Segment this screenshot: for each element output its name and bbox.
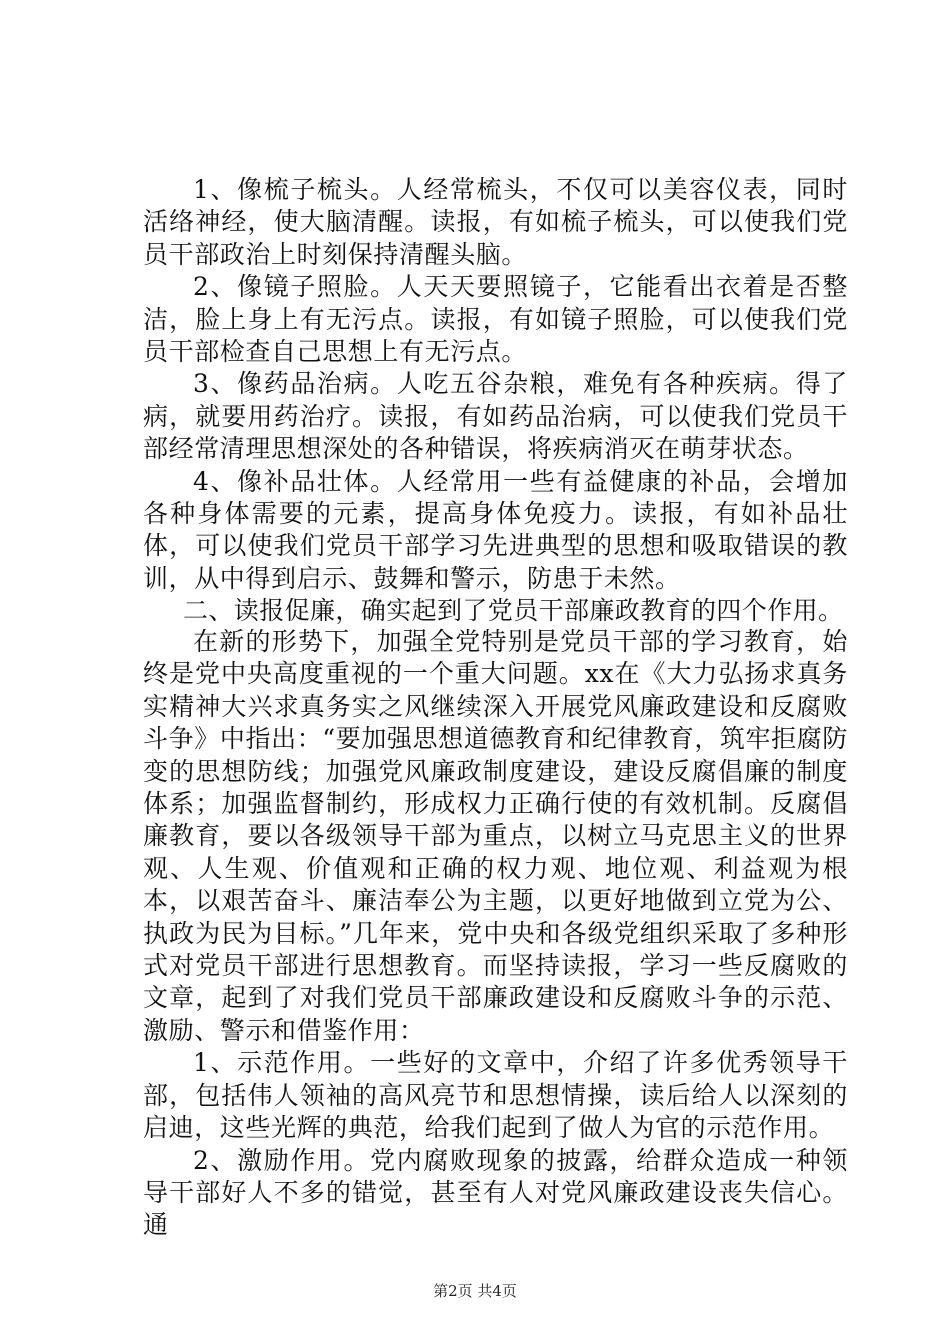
- paragraph-medicine: 3、像药品治病。人吃五谷杂粮，难免有各种疾病。得了病，就要用药治疗。读报，有如药品治病，可以使我们党员干部经常清理思想深处的各种错误，将疾病消灭在萌芽状态。: [143, 369, 848, 464]
- paragraph-comb: 1、像梳子梳头。人经常梳头，不仅可以美容仪表，同时活络神经，使大脑清醒。读报，有如梳子梳头，可以使我们党员干部政治上时刻保持清醒头脑。: [143, 175, 848, 269]
- paragraph-tonic: 4、像补品壮体。人经常用一些有益健康的补品，会增加各种身体需要的元素，提高身体免疫力。读报，有如补品壮体，可以使我们党员干部学习先进典型的思想和吸取错误的教训，从中得到启示、鼓舞和警示，防患于未然。: [143, 466, 848, 593]
- text-block-part1: [143, 174, 848, 628]
- paragraph-example-role: 1、示范作用。一些好的文章中，介绍了许多优秀领导干部，包括伟人领袖的高风亮节和思想情操，读后给人以深刻的启迪，这些光辉的典范，给我们起到了做人为官的示范作用。: [143, 1048, 848, 1143]
- text-block-part2: [143, 626, 848, 1242]
- page-number-footer: 第2页 共4页: [433, 1282, 517, 1300]
- paragraph-mirror: 2、像镜子照脸。人天天要照镜子，它能看出衣着是否整洁，脸上身上有无污点。读报，有如镜子照脸，可以使我们党员干部检查自己思想上有无污点。: [143, 272, 848, 367]
- section-heading: 二、读报促廉，确实起到了党员干部廉政教育的四个作用。: [183, 596, 844, 626]
- paragraph-motivation-role: 2、激励作用。党内腐败现象的披露，给群众造成一种领导干部好人不多的错觉，甚至有人对党风廉政建设丧失信心。通: [143, 1145, 848, 1240]
- paragraph-intro: 在新的形势下，加强全党特别是党员干部的学习教育，始终是党中央高度重视的一个重大问题。xx在《大力弘扬求真务实精神大兴求真务实之风继续深入开展党风廉政建设和反腐败斗争》中指出：“要加强思想道德教育和纪律教育，筑牢拒腐防变的思想防线；加强党风廉政制度建设，建设反腐倡廉的制度体系；加强监督制约，形成权力正确行使的有效机制。反腐倡廉教育，要以各级领导干部为重点，以树立马克思主义的世界观、人生观、价值观和正确的权力观、地位观、利益观为根本，以艰苦奋斗、廉洁奉公为主题，以更好地做到立党为公、执政为民为目标。”几年来，党中央和各级党组织采取了多种形式对党员干部进行思想教育。而坚持读报，学习一些反腐败的文章，起到了对我们党员干部廉政建设和反腐败斗争的示范、激励、警示和借鉴作用：: [143, 627, 848, 1045]
